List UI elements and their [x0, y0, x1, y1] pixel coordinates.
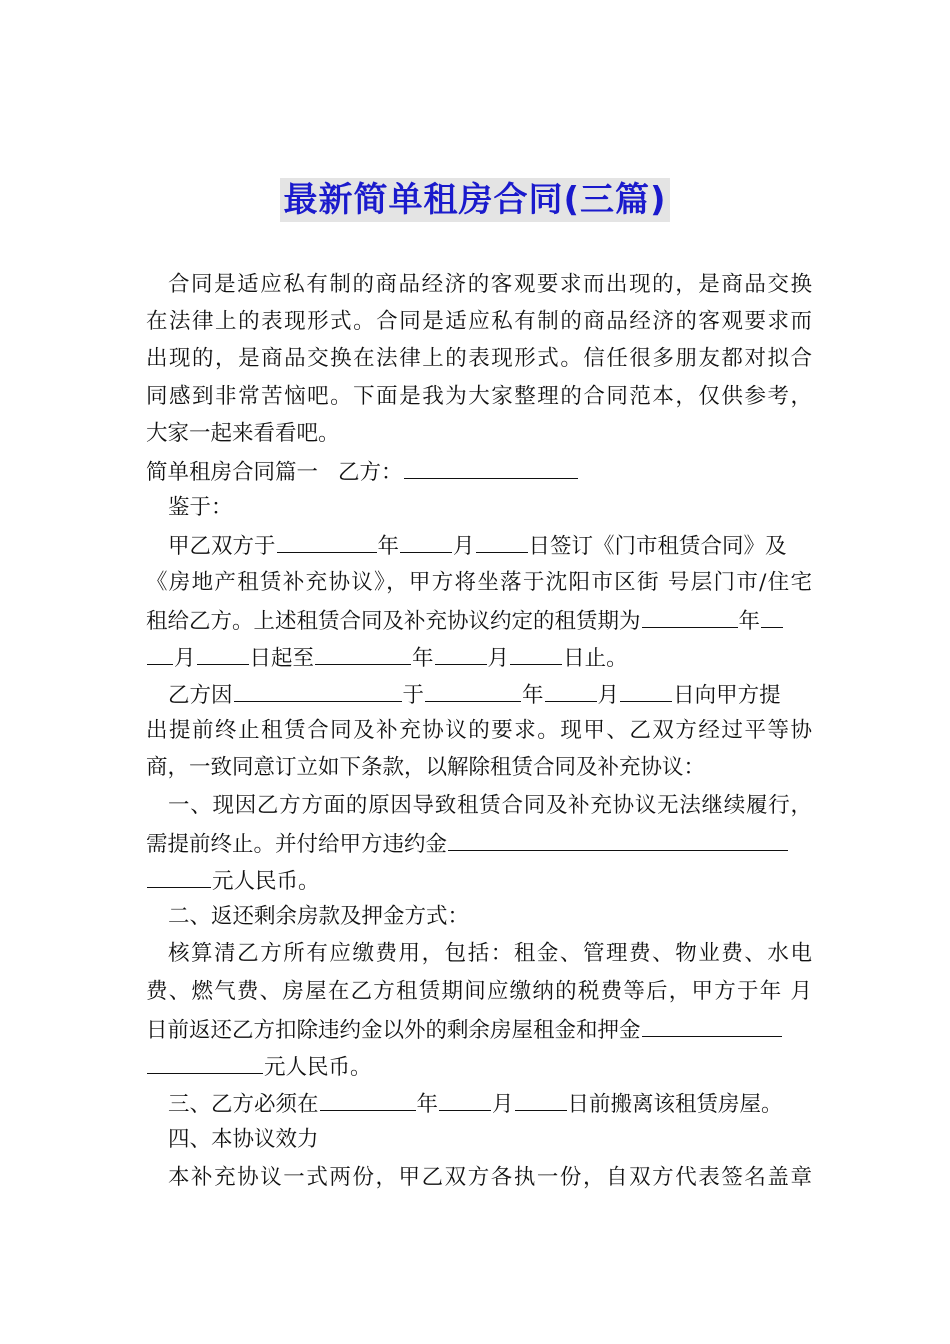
- paragraph-line: 乙方因 于 年 月 日向甲方提: [146, 675, 812, 712]
- party-b-label: 乙方：: [338, 459, 403, 485]
- paragraph-line: 合同是适应私有制的商品经济的客观要求而出现的，是商品交换: [168, 272, 812, 297]
- fill-blank: [515, 1084, 567, 1111]
- paragraph-line: 元人民币。: [146, 1047, 812, 1084]
- paragraph-line: 出提前终止租赁合同及补充协议的要求。现甲、乙双方经过平等协: [146, 718, 812, 744]
- fill-blank: [435, 638, 487, 665]
- paragraph-line: 出现的，是商品交换在法律上的表现形式。信任很多朋友都对拟合: [146, 346, 812, 372]
- clause-heading: 二、返还剩余房款及押金方式：: [168, 904, 470, 930]
- fill-blank: [425, 675, 521, 702]
- fill-blank: [147, 861, 211, 888]
- paragraph-line: 鉴于：: [168, 495, 233, 521]
- clause-line: 一、现因乙方方面的原因导致租赁合同及补充协议无法继续履行，: [168, 792, 812, 818]
- paragraph-line: 需提前终止。并付给甲方违约金: [146, 824, 812, 861]
- fill-blank: [234, 675, 402, 702]
- paragraph-line: 费、燃气费、房屋在乙方租赁期间应缴纳的税费等后，甲方于年 月: [146, 978, 812, 1004]
- fill-blank: [320, 1084, 416, 1111]
- fill-blank: [761, 601, 783, 628]
- paragraph-line: 核算清乙方所有应缴费用，包括：租金、管理费、物业费、水电: [168, 941, 812, 967]
- document-title: 最新简单租房合同(三篇): [280, 178, 669, 222]
- paragraph-line: 在法律上的表现形式。合同是适应私有制的商品经济的客观要求而: [146, 309, 812, 335]
- paragraph-line: 《房地产租赁补充协议》，甲方将坐落于沈阳市区街 号层门市/住宅: [146, 569, 812, 595]
- paragraph-line: 商，一致同意订立如下条款，以解除租赁合同及补充协议：: [146, 755, 706, 781]
- paragraph-line: 日前返还乙方扣除违约金以外的剩余房屋租金和押金: [146, 1010, 812, 1047]
- fill-blank: [277, 526, 377, 553]
- paragraph-line: 大家一起来看看吧。: [146, 420, 340, 446]
- fill-blank: [315, 638, 411, 665]
- fill-blank: [400, 526, 452, 553]
- title-container: [0, 178, 950, 222]
- document-body: [146, 266, 812, 1196]
- section-heading-line: [146, 452, 812, 489]
- paragraph-line: 甲乙双方于 年 月 日签订《门市租赁合同》及: [146, 526, 812, 563]
- fill-blank: [510, 638, 562, 665]
- paragraph-line: 同感到非常苦恼吧。下面是我为大家整理的合同范本，仅供参考，: [146, 383, 812, 409]
- paragraph-line: 月 日起至 年 月 日止。: [146, 638, 812, 675]
- paragraph-line: 本补充协议一式两份，甲乙双方各执一份，自双方代表签名盖章: [168, 1164, 812, 1190]
- fill-blank: [476, 526, 528, 553]
- section-heading: 简单租房合同篇一: [146, 459, 319, 485]
- fill-blank: [448, 824, 788, 851]
- fill-blank: [545, 675, 597, 702]
- clause-line: 三、乙方必须在 年 月 日前搬离该租赁房屋。: [146, 1084, 812, 1121]
- fill-blank: [620, 675, 672, 702]
- fill-blank: [404, 452, 578, 479]
- clause-heading: 四、本协议效力: [168, 1127, 319, 1153]
- fill-blank: [439, 1084, 491, 1111]
- paragraph-line: 元人民币。: [146, 861, 812, 898]
- fill-blank: [147, 1047, 263, 1074]
- fill-blank: [642, 1010, 782, 1037]
- fill-blank: [642, 601, 738, 628]
- fill-blank: [197, 638, 249, 665]
- fill-blank: [147, 638, 173, 665]
- paragraph-line: 租给乙方。上述租赁合同及补充协议约定的租赁期为 年: [146, 601, 812, 638]
